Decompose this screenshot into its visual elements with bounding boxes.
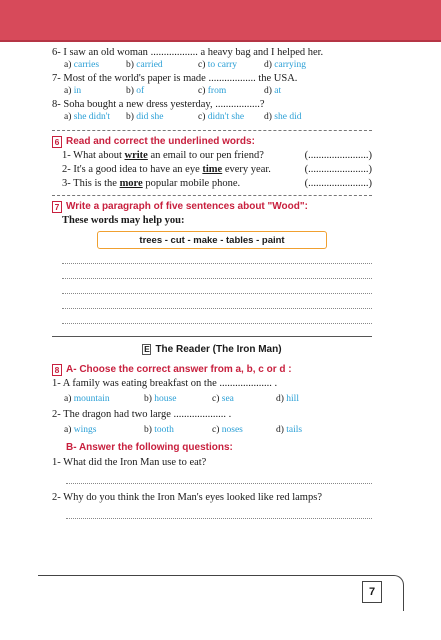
question-7: 7- Most of the world's paper is made .................. the USA. [52, 73, 298, 84]
writing-line[interactable] [62, 309, 372, 324]
option-b[interactable]: b) carried [126, 60, 163, 70]
hint-words: trees - cut - make - tables - paint [139, 234, 285, 246]
divider [52, 130, 372, 131]
answer-line[interactable] [66, 470, 372, 484]
answer-blank[interactable]: .................... [219, 378, 272, 389]
option-d[interactable]: d) carrying [264, 60, 306, 70]
writing-line[interactable] [62, 249, 372, 264]
reader-letter-badge: E [144, 344, 150, 354]
section-title: Read and correct the underlined words: [66, 136, 255, 147]
answer-blank[interactable]: (.......................) [304, 178, 372, 189]
section-number-badge: 6 [52, 136, 62, 148]
option-a[interactable]: a) she didn't [64, 112, 111, 122]
option-d[interactable]: d) she did [264, 112, 302, 122]
hint-word-box [97, 231, 327, 249]
option-d[interactable]: d) hill [276, 394, 299, 404]
options-7 [64, 85, 372, 98]
option-c[interactable]: c) to carry [198, 60, 238, 70]
section-number-badge: 7 [52, 201, 62, 213]
underlined-word: time [202, 164, 223, 175]
reader-question-1: 1- A family was eating breakfast on the .................... . [52, 378, 278, 389]
answer-blank[interactable]: ................. [215, 99, 260, 110]
reader-options-1 [64, 393, 372, 406]
question-text: a heavy bag and I helped her. [197, 47, 324, 58]
answer-blank[interactable]: (.......................) [304, 164, 372, 175]
answer-blank[interactable]: (.......................) [304, 150, 372, 161]
underlined-word: write [124, 150, 148, 161]
correction-item: 3- This is the more popular mobile phone. (.......................) [62, 178, 372, 189]
section-divider [52, 336, 372, 337]
correction-item: 1- What about write an email to our pen friend? (.......................) [62, 150, 372, 161]
mcq-block [52, 46, 372, 124]
reader-heading [52, 343, 372, 357]
option-d[interactable]: d) tails [276, 425, 303, 435]
answer-blank[interactable]: .................. [208, 73, 256, 84]
writing-line[interactable] [62, 264, 372, 279]
top-banner [0, 0, 441, 40]
option-a[interactable]: a) in [64, 86, 82, 96]
correction-item: 2- It's a good idea to have an eye time every year. (.......................) [62, 164, 372, 175]
writing-line[interactable] [62, 279, 372, 294]
footer-frame [38, 575, 404, 611]
option-a[interactable]: a) mountain [64, 394, 110, 404]
question-text: 6- I saw an old woman [52, 47, 151, 58]
option-b[interactable]: b) house [144, 394, 177, 404]
option-c[interactable]: c) from [198, 86, 227, 96]
section-6-heading [52, 135, 372, 149]
top-banner-rule [0, 40, 441, 42]
option-a[interactable]: a) wings [64, 425, 97, 435]
hint-label: These words may help you: [62, 215, 185, 226]
answer-blank[interactable]: .................... [173, 409, 226, 420]
reader-question-2: 2- The dragon had two large .................... . [52, 409, 232, 420]
answer-blank[interactable]: .................. [150, 47, 198, 58]
correction-list [52, 149, 372, 191]
open-question-2: 2- Why do you think the Iron Man's eyes looked like red lamps? [52, 492, 322, 503]
section-title: A- Choose the correct answer from a, b, c or d : [66, 364, 292, 375]
reader-title: The Reader (The Iron Man) [155, 344, 282, 355]
open-question-1: 1- What did the Iron Man use to eat? [52, 457, 207, 468]
option-c[interactable]: c) noses [212, 425, 243, 435]
option-a[interactable]: a) carries [64, 60, 100, 70]
option-b[interactable]: b) tooth [144, 425, 174, 435]
answer-line[interactable] [66, 505, 372, 519]
section-7-heading [52, 200, 372, 214]
divider [52, 195, 372, 196]
question-6 [52, 46, 372, 59]
option-b[interactable]: b) of [126, 86, 145, 96]
option-c[interactable]: c) sea [212, 394, 234, 404]
page-number: 7 [362, 581, 382, 603]
worksheet-content [52, 46, 372, 519]
section-title: B- Answer the following questions: [66, 442, 233, 453]
reader-options-2 [64, 424, 372, 437]
writing-lines[interactable] [52, 249, 372, 324]
options-8 [64, 111, 372, 124]
option-b[interactable]: b) did she [126, 112, 164, 122]
writing-line[interactable] [62, 294, 372, 309]
underlined-word: more [119, 178, 143, 189]
section-title: Write a paragraph of five sentences about "Wood": [66, 201, 308, 212]
section-number-badge: 8 [52, 364, 62, 376]
option-c[interactable]: c) didn't she [198, 112, 245, 122]
question-8: 8- Soha bought a new dress yesterday, .................? [52, 99, 265, 110]
option-d[interactable]: d) at [264, 86, 282, 96]
options-6 [64, 59, 372, 72]
section-8b-heading [52, 441, 372, 455]
section-8-heading [52, 363, 372, 377]
